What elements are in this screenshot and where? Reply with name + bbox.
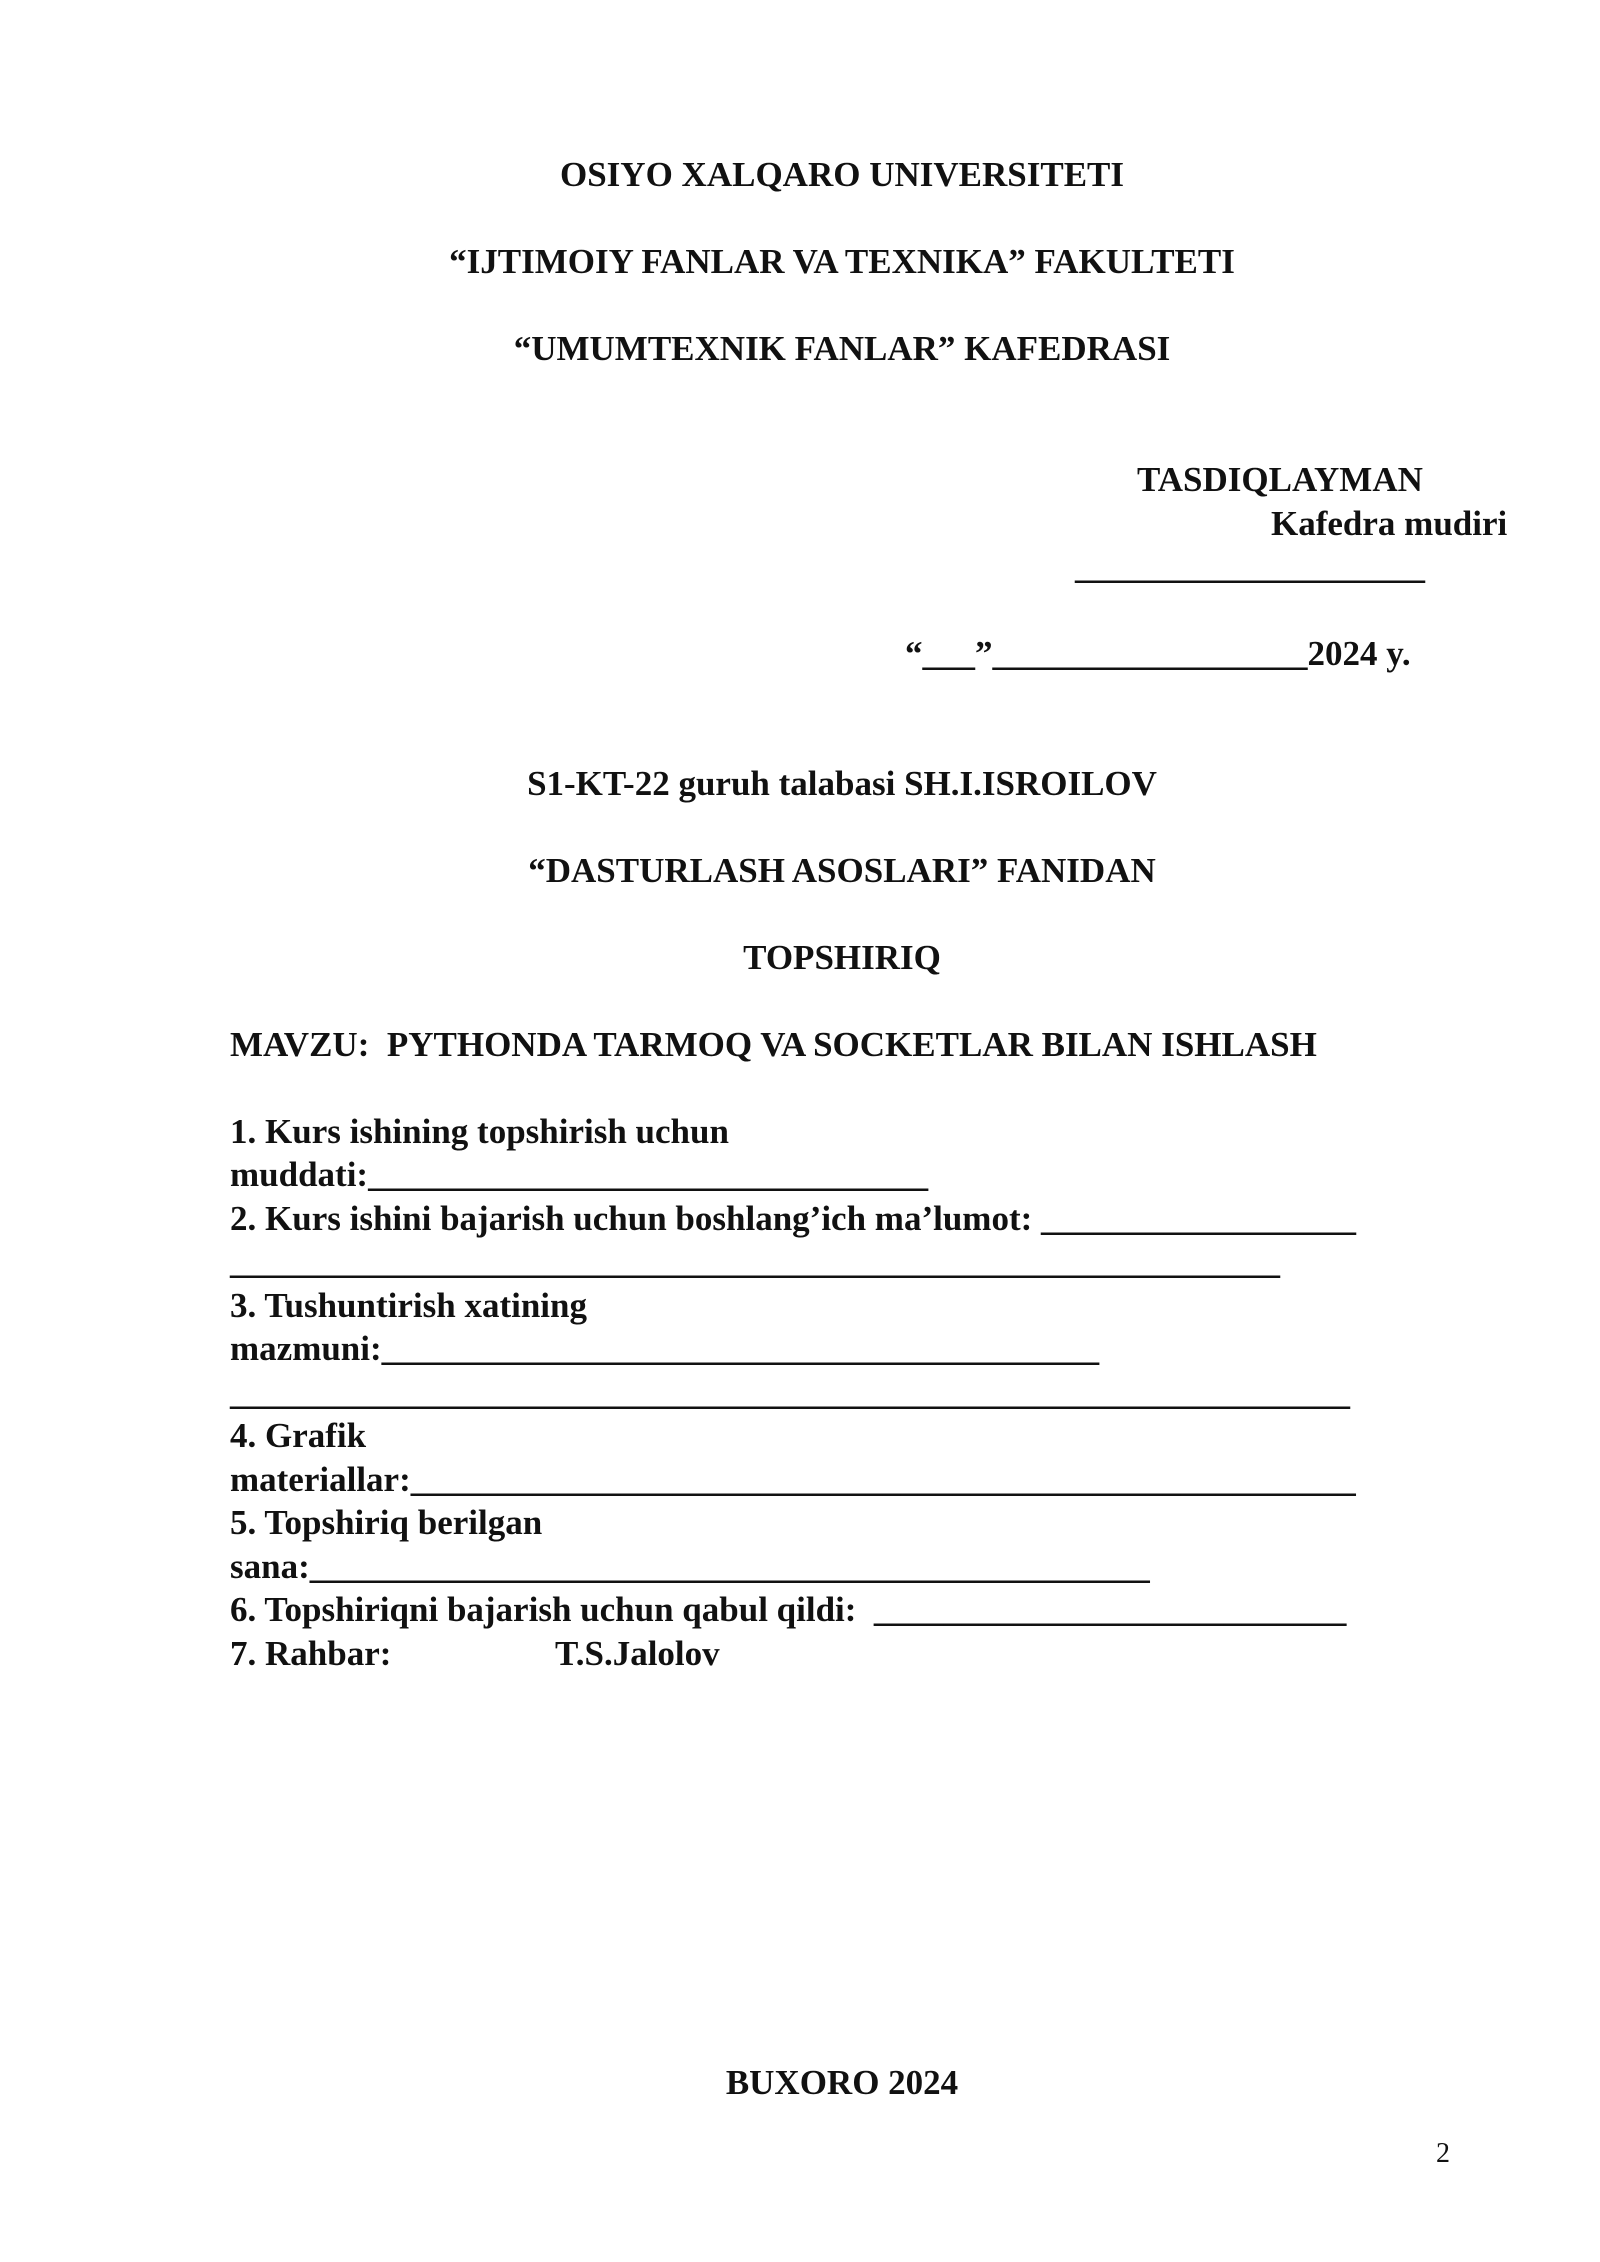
signature-line: ____________________ xyxy=(1075,547,1425,586)
document-type: TOPSHIRIQ xyxy=(743,938,941,977)
item-5-label: 5. Topshiriq berilgan xyxy=(230,1503,543,1542)
city-year: BUXORO 2024 xyxy=(725,2063,959,2102)
supervisor-name: T.S.Jalolov xyxy=(555,1634,720,1673)
subject-line: “DASTURLASH ASOSLARI” FANIDAN xyxy=(528,851,1156,890)
item-2-field: ____________________________________________________________ xyxy=(230,1242,1280,1281)
faculty-name: “IJTIMOIY FANLAR VA TEXNIKA” FAKULTETI xyxy=(449,242,1235,281)
item-1-field: muddati:________________________________ xyxy=(230,1155,929,1194)
student-line: S1-KT-22 guruh talabasi SH.I.ISROILOV xyxy=(527,764,1157,803)
approval-title: TASDIQLAYMAN xyxy=(1137,460,1423,499)
page-number: 2 xyxy=(1436,2138,1450,2169)
item-7-label: 7. Rahbar: xyxy=(230,1634,392,1673)
item-6-field: 6. Topshiriqni bajarish uchun qabul qildi: ___________________________ xyxy=(230,1590,1347,1629)
item-1-label: 1. Kurs ishining topshirish uchun xyxy=(230,1112,729,1151)
item-2-label: 2. Kurs ishini bajarish uchun boshlang’ich ma’lumot: __________________ xyxy=(230,1199,1357,1238)
university-name: OSIYO XALQARO UNIVERSITETI xyxy=(559,155,1125,194)
item-5-field: sana:________________________________________________ xyxy=(230,1547,1150,1586)
approval-date-line: “___”__________________2024 y. xyxy=(905,634,1411,673)
item-3-field-continued: ________________________________________________________________ xyxy=(230,1373,1350,1412)
topic-line: MAVZU: PYTHONDA TARMOQ VA SOCKETLAR BILAN ISHLASH xyxy=(230,1025,1317,1064)
approval-role: Kafedra mudiri xyxy=(1271,504,1508,543)
item-4-field: materiallar:______________________________________________________ xyxy=(230,1460,1356,1499)
department-name: “UMUMTEXNIK FANLAR” KAFEDRASI xyxy=(513,329,1171,368)
item-4-label: 4. Grafik xyxy=(230,1416,367,1455)
item-3-label: 3. Tushuntirish xatining xyxy=(230,1286,587,1325)
item-3-field: mazmuni:_________________________________________ xyxy=(230,1329,1100,1368)
